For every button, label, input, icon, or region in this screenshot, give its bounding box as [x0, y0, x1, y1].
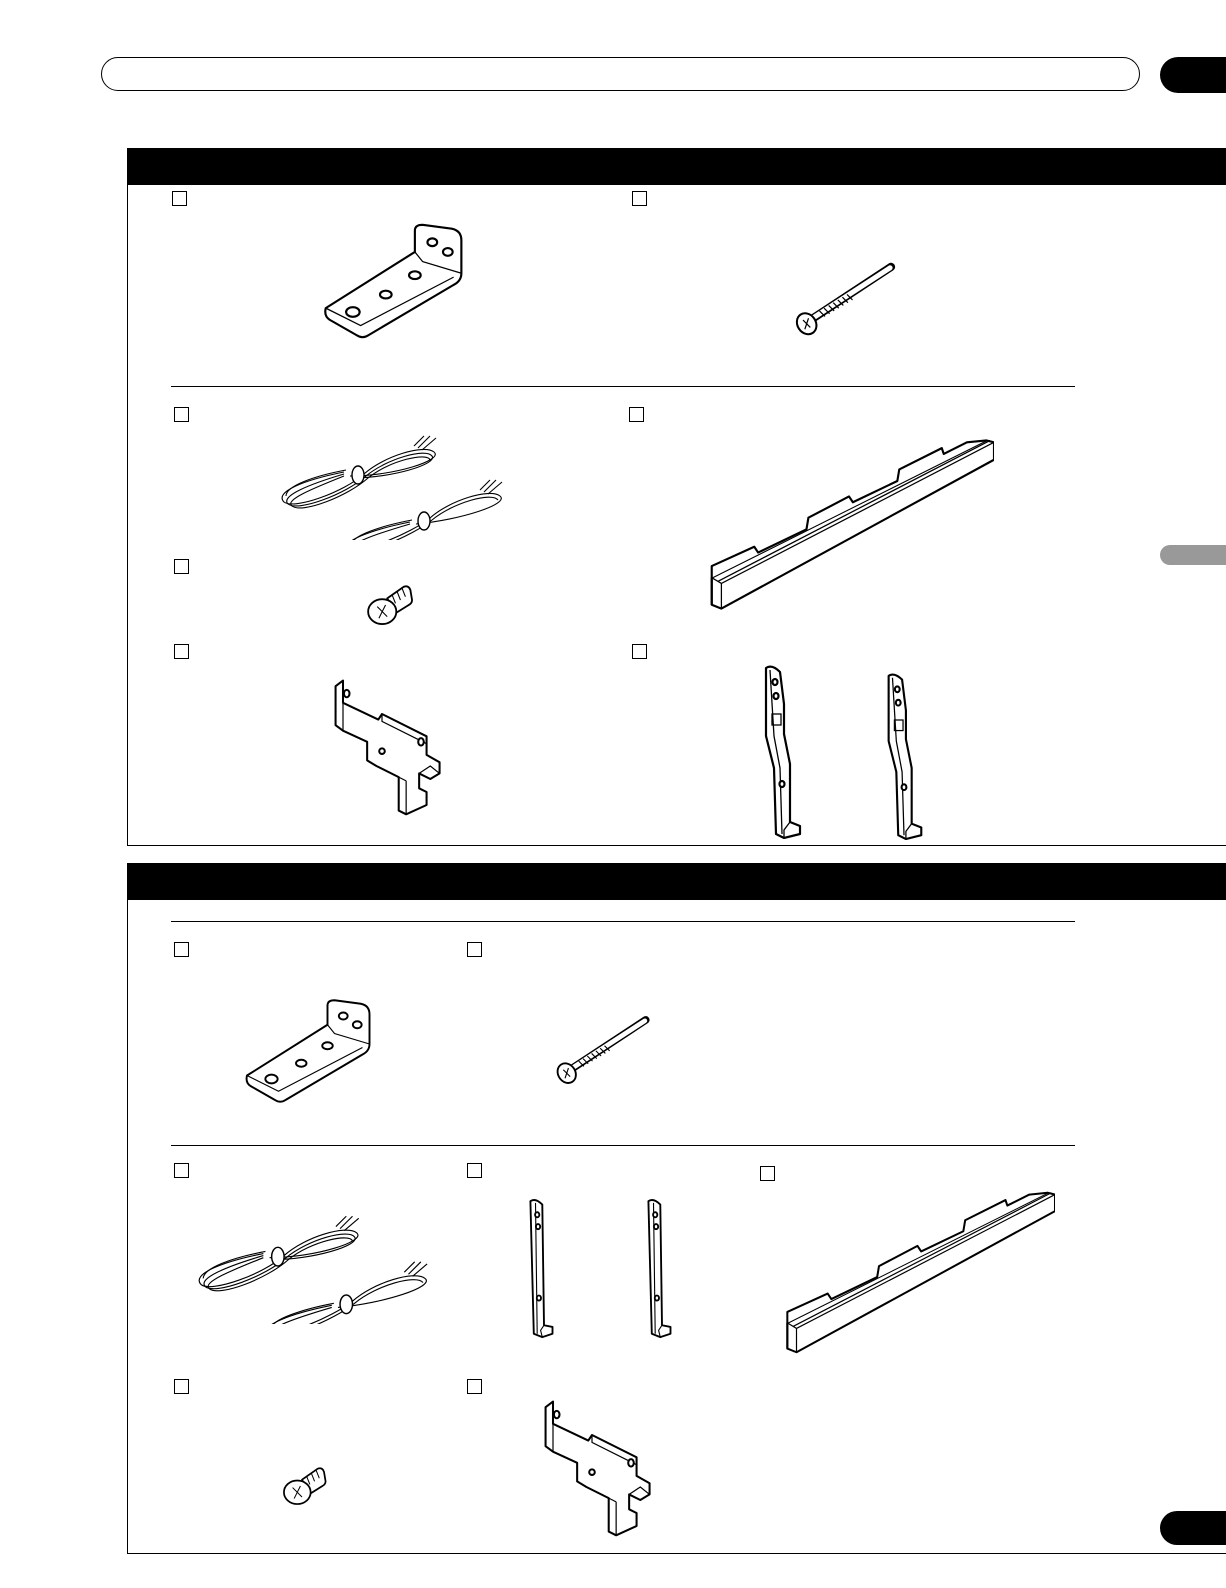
part-checkbox-l-bracket[interactable] [172, 191, 187, 206]
section-2-header [128, 864, 1226, 900]
wire-ties-icon [274, 430, 504, 540]
section-2-top-divider [171, 921, 1075, 922]
chapter-tab [1160, 57, 1226, 93]
l-bracket-icon [318, 221, 473, 341]
page-header [101, 57, 1140, 91]
stand-arm-left-icon [884, 672, 924, 840]
part-checkbox-wire-ties[interactable] [174, 407, 189, 422]
stand-arm-right-icon [762, 664, 802, 839]
part-checkbox-rail[interactable] [629, 407, 644, 422]
stand-arm-left-icon [645, 1190, 679, 1350]
part-checkbox-t-bracket[interactable] [174, 644, 189, 659]
t-bracket-icon [540, 1395, 670, 1540]
section-2-divider [171, 1145, 1075, 1146]
part-checkbox-stand-arms[interactable] [632, 644, 647, 659]
part-checkbox-stand-arms[interactable] [467, 1163, 482, 1178]
part-checkbox-wire-ties[interactable] [174, 1163, 189, 1178]
part-checkbox-long-screw[interactable] [467, 942, 482, 957]
rail-icon [780, 1185, 1055, 1360]
long-screw-icon [792, 256, 902, 342]
l-bracket-icon [240, 996, 380, 1106]
part-checkbox-short-screw[interactable] [174, 1379, 189, 1394]
short-screw-icon [280, 1462, 335, 1510]
part-checkbox-t-bracket[interactable] [467, 1379, 482, 1394]
part-checkbox-rail[interactable] [760, 1166, 775, 1181]
wire-ties-icon [190, 1210, 430, 1324]
long-screw-icon [553, 1010, 656, 1090]
section-1-header [128, 149, 1226, 185]
part-checkbox-l-bracket[interactable] [174, 942, 189, 957]
part-checkbox-short-screw[interactable] [174, 559, 189, 574]
short-screw-icon [364, 580, 422, 630]
stand-arm-right-icon [527, 1190, 561, 1350]
t-bracket-icon [330, 674, 460, 819]
rail-icon [704, 432, 994, 617]
part-checkbox-long-screw[interactable] [632, 191, 647, 206]
section-1-divider [171, 386, 1075, 387]
